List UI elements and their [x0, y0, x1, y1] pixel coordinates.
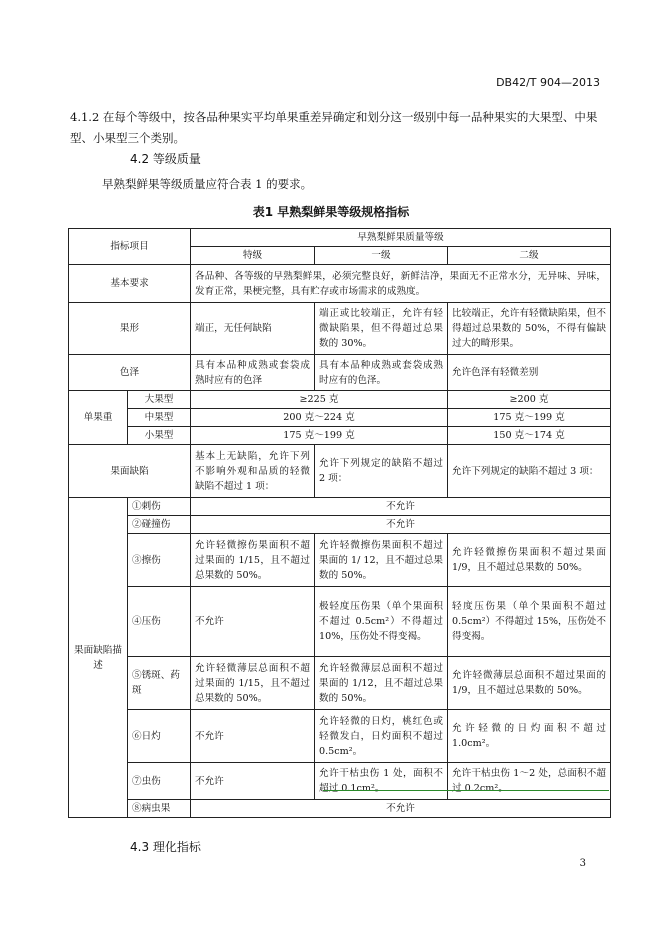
section-4-2-text: 早熟梨鲜果等级质量应符合表 1 的要求。 [102, 177, 313, 191]
section-4-2-heading: 4.2 等级质量 [130, 152, 201, 166]
header-grade-second: 二级 [448, 247, 611, 265]
table-caption: 表1 早熟梨鲜果等级规格指标 [252, 205, 410, 219]
desc-first: 极轻度压伤果（单个果面积不超过 0.5cm²）不得超过 10%，压伤处不得变褐。 [315, 587, 448, 657]
desc-second: 允许轻微擦伤果面积不超过果面 1/9，且不超过总果数的 50%。 [448, 534, 611, 587]
basic-label: 基本要求 [69, 265, 191, 303]
desc-first: 允许轻微的日灼，桃红色或轻微发白，日灼面积不超过 0.5cm²。 [315, 710, 448, 763]
desc-item: ③擦伤 [128, 534, 191, 587]
desc-special: 不允许 [191, 763, 315, 800]
desc-item: ⑧病虫果 [128, 800, 191, 818]
defect-second: 允许下列规定的缺陷不超过 3 项： [448, 445, 611, 498]
desc-all: 不允许 [191, 800, 611, 818]
shape-label: 果形 [69, 303, 191, 355]
desc-special: 允许轻微薄层总面积不超过果面的 1/15，且不超过总果数的 50%。 [191, 657, 315, 710]
header-item: 指标项目 [69, 229, 191, 265]
color-special: 具有本品种成熟或套袋成熟时应有的色泽 [191, 355, 315, 391]
desc-all: 不允许 [191, 498, 611, 516]
desc-second: 允许轻微薄层总面积不超过果面的 1/9，且不超过总果数的 50%。 [448, 657, 611, 710]
defect-special: 基本上无缺陷，允许下列不影响外观和品质的轻微缺陷不超过 1 项： [191, 445, 315, 498]
shape-special: 端正，无任何缺陷 [191, 303, 315, 355]
weight-second: 175 克～199 克 [448, 409, 611, 427]
desc-second: 允许轻微的日灼面积不超过 1.0cm²。 [448, 710, 611, 763]
shape-first: 端正或比较端正，允许有轻微缺陷果，但不得超过总果数的 30%。 [315, 303, 448, 355]
desc-first: 允许轻微薄层总面积不超过果面的 1/12，且不超过总果数的 50%。 [315, 657, 448, 710]
desc-special: 不允许 [191, 710, 315, 763]
weight-special-first: ≥225 克 [191, 391, 448, 409]
header-grade-first: 一级 [315, 247, 448, 265]
desc-first: 允许干枯虫伤 1 处，面积不超过 0.1cm²。 [315, 763, 448, 800]
desc-second: 允许干枯虫伤 1～2 处，总面积不超过 0.2cm²。 [448, 763, 611, 800]
page-number: 3 [579, 858, 586, 869]
desc-first: 允许轻微擦伤果面积不超过果面的 1/ 12，且不超过总果数的 50%。 [315, 534, 448, 587]
weight-second: ≥200 克 [448, 391, 611, 409]
weight-type: 小果型 [128, 427, 191, 445]
grade-table [68, 228, 611, 818]
section-4-1-2: 4.1.2 在每个等级中，按各品种果实平均单果重差异确定和划分这一级别中每一品种果实的大果型、中果型、小果型三个类别。 [70, 110, 598, 145]
weight-second: 150 克～174 克 [448, 427, 611, 445]
defect-first: 允许下列规定的缺陷不超过 2 项： [315, 445, 448, 498]
color-label: 色泽 [69, 355, 191, 391]
desc-item: ⑦虫伤 [128, 763, 191, 800]
highlight-line [323, 790, 609, 791]
desc-special: 允许轻微擦伤果面积不超过果面的 1/15，且不超过总果数的 50%。 [191, 534, 315, 587]
desc-label: 果面缺陷描述 [69, 498, 128, 818]
shape-second: 比较端正，允许有轻微缺陷果，但不得超过总果数的 50%，不得有偏缺过大的畸形果。 [448, 303, 611, 355]
desc-item: ①刺伤 [128, 498, 191, 516]
desc-item: ④压伤 [128, 587, 191, 657]
desc-all: 不允许 [191, 516, 611, 534]
desc-item: ②碰撞伤 [128, 516, 191, 534]
weight-type: 大果型 [128, 391, 191, 409]
weight-type: 中果型 [128, 409, 191, 427]
desc-item: ⑤锈斑、药斑 [128, 657, 191, 710]
desc-special: 不允许 [191, 587, 315, 657]
weight-label: 单果重 [69, 391, 128, 445]
color-second: 允许色泽有轻微差别 [448, 355, 611, 391]
weight-special-first: 200 克～224 克 [191, 409, 448, 427]
desc-second: 轻度压伤果（单个果面积不超过 0.5cm²）不得超过 15%，压伤处不得变褐。 [448, 587, 611, 657]
desc-item: ⑥日灼 [128, 710, 191, 763]
basic-text: 各品种、各等级的早熟梨鲜果，必须完整良好，新鲜洁净，果面无不正常水分，无异味、异味，发育正常，果梗完整，具有贮存或市场需求的成熟度。 [191, 265, 611, 303]
document-id: DB42/T 904—2013 [496, 76, 600, 89]
defect-label: 果面缺陷 [69, 445, 191, 498]
header-grade-special: 特级 [191, 247, 315, 265]
header-grade-group: 早熟梨鲜果质量等级 [191, 229, 611, 247]
color-first: 具有本品种成熟或套袋成熟时应有的色泽。 [315, 355, 448, 391]
weight-special-first: 175 克～199 克 [191, 427, 448, 445]
section-4-3-heading: 4.3 理化指标 [130, 840, 201, 854]
